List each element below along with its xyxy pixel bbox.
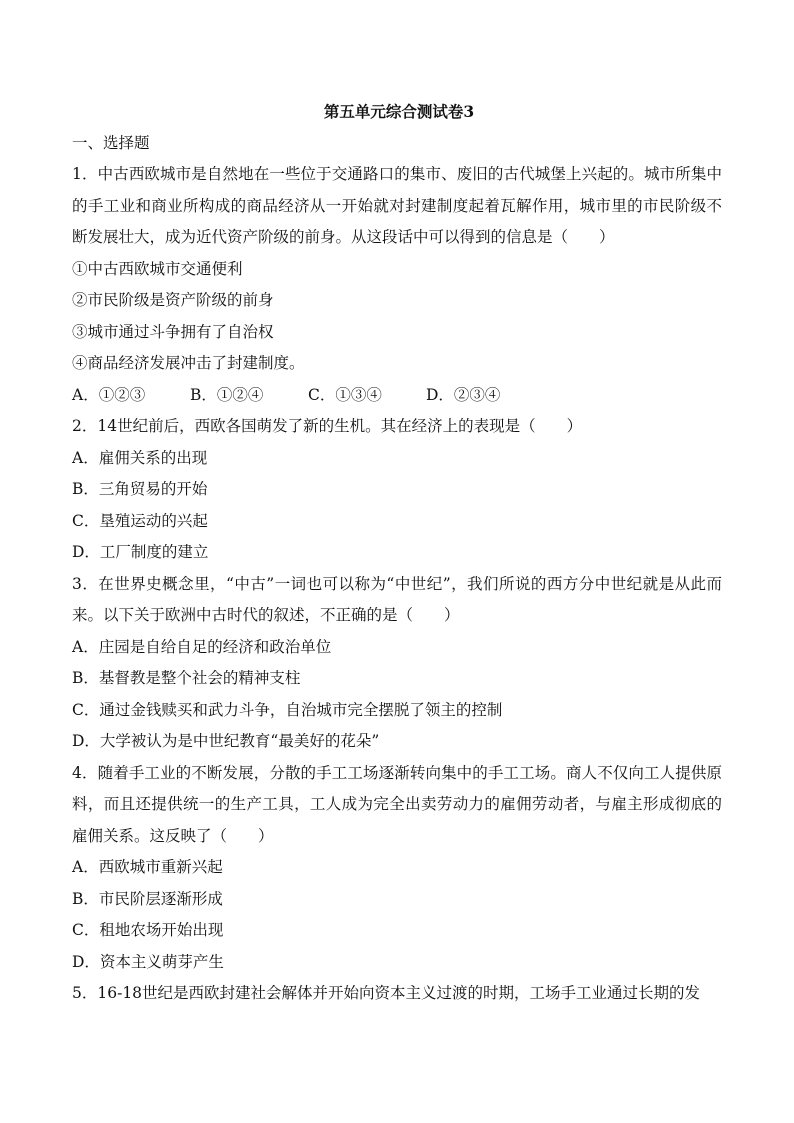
page-title: 第五单元综合测试卷3: [323, 102, 475, 121]
question-1-item-2: ②市民阶级是资产阶级的前身: [72, 291, 274, 309]
question-3-option-d: D．大学被认为是中世纪教育“最美好的花朵”: [72, 732, 380, 750]
question-2-option-c: C．垦殖运动的兴起: [72, 511, 208, 530]
question-3-option-c: C．通过金钱赎买和武力斗争，自治城市完全摆脱了领主的控制: [72, 700, 503, 719]
question-2-option-a: A．雇佣关系的出现: [72, 448, 208, 467]
question-1-item-4: ④商品经济发展冲击了封建制度。: [72, 354, 305, 372]
question-1-stem: 1．中古西欧城市是自然地在一些位于交通路口的集市、废旧的古代城堡上兴起的。城市所集中的手工业和商业所构成的商品经济从一开始就对封建制度起着瓦解作用，城市里的市民阶级不断发展壮大，成为近代资产阶级的前身。从这段话中可以得到的信息是（ ）: [72, 165, 722, 246]
question-3-stem: 3．在世界史概念里，“中古”一词也可以称为“中世纪”，我们所说的西方分中世纪就是从此而来。以下关于欧洲中古时代的叙述，不正确的是（ ）: [72, 574, 722, 624]
question-5-stem: 5．16-18世纪是西欧封建社会解体并开始向资本主义过渡的时期，工场手工业通过长期的发: [72, 984, 701, 1002]
exam-page: [72, 96, 722, 1010]
question-4-option-c: C．租地农场开始出现: [72, 921, 224, 939]
question-4-stem: 4．随着手工业的不断发展，分散的手工工场逐渐转向集中的手工工场。商人不仅向工人提供原料，而且还提供统一的生产工具，工人成为完全出卖劳动力的雇佣劳动者，与雇主形成彻底的雇佣关系。这反映了（ ）: [72, 763, 722, 845]
question-1-option-d: D．②③④: [426, 385, 501, 404]
question-4-option-a: A．西欧城市重新兴起: [72, 858, 223, 876]
question-2-stem: 2．14世纪前后，西欧各国萌发了新的生机。其在经济上的表现是（ ）: [72, 417, 583, 435]
question-2-option-b: B．三角贸易的开始: [72, 480, 208, 498]
question-4-option-d: D．资本主义萌芽产生: [72, 952, 224, 971]
question-1-option-a: A．①②③: [72, 385, 146, 404]
question-4-option-b: B．市民阶层逐渐形成: [72, 889, 223, 908]
question-3-option-b: B．基督教是整个社会的精神支柱: [72, 669, 301, 687]
question-2-option-d: D．工厂制度的建立: [72, 543, 209, 561]
question-1-options: [72, 380, 722, 412]
section-heading: 一、选择题: [72, 133, 150, 152]
question-1-item-1: ①中古西欧城市交通便利: [72, 259, 243, 278]
question-3-option-a: A．庄园是自给自足的经济和政治单位: [72, 637, 332, 656]
question-1-option-c: C．①③④: [308, 385, 382, 404]
question-1-option-b: B．①②④: [190, 385, 264, 404]
question-1-item-3: ③城市通过斗争拥有了自治权: [72, 322, 274, 341]
